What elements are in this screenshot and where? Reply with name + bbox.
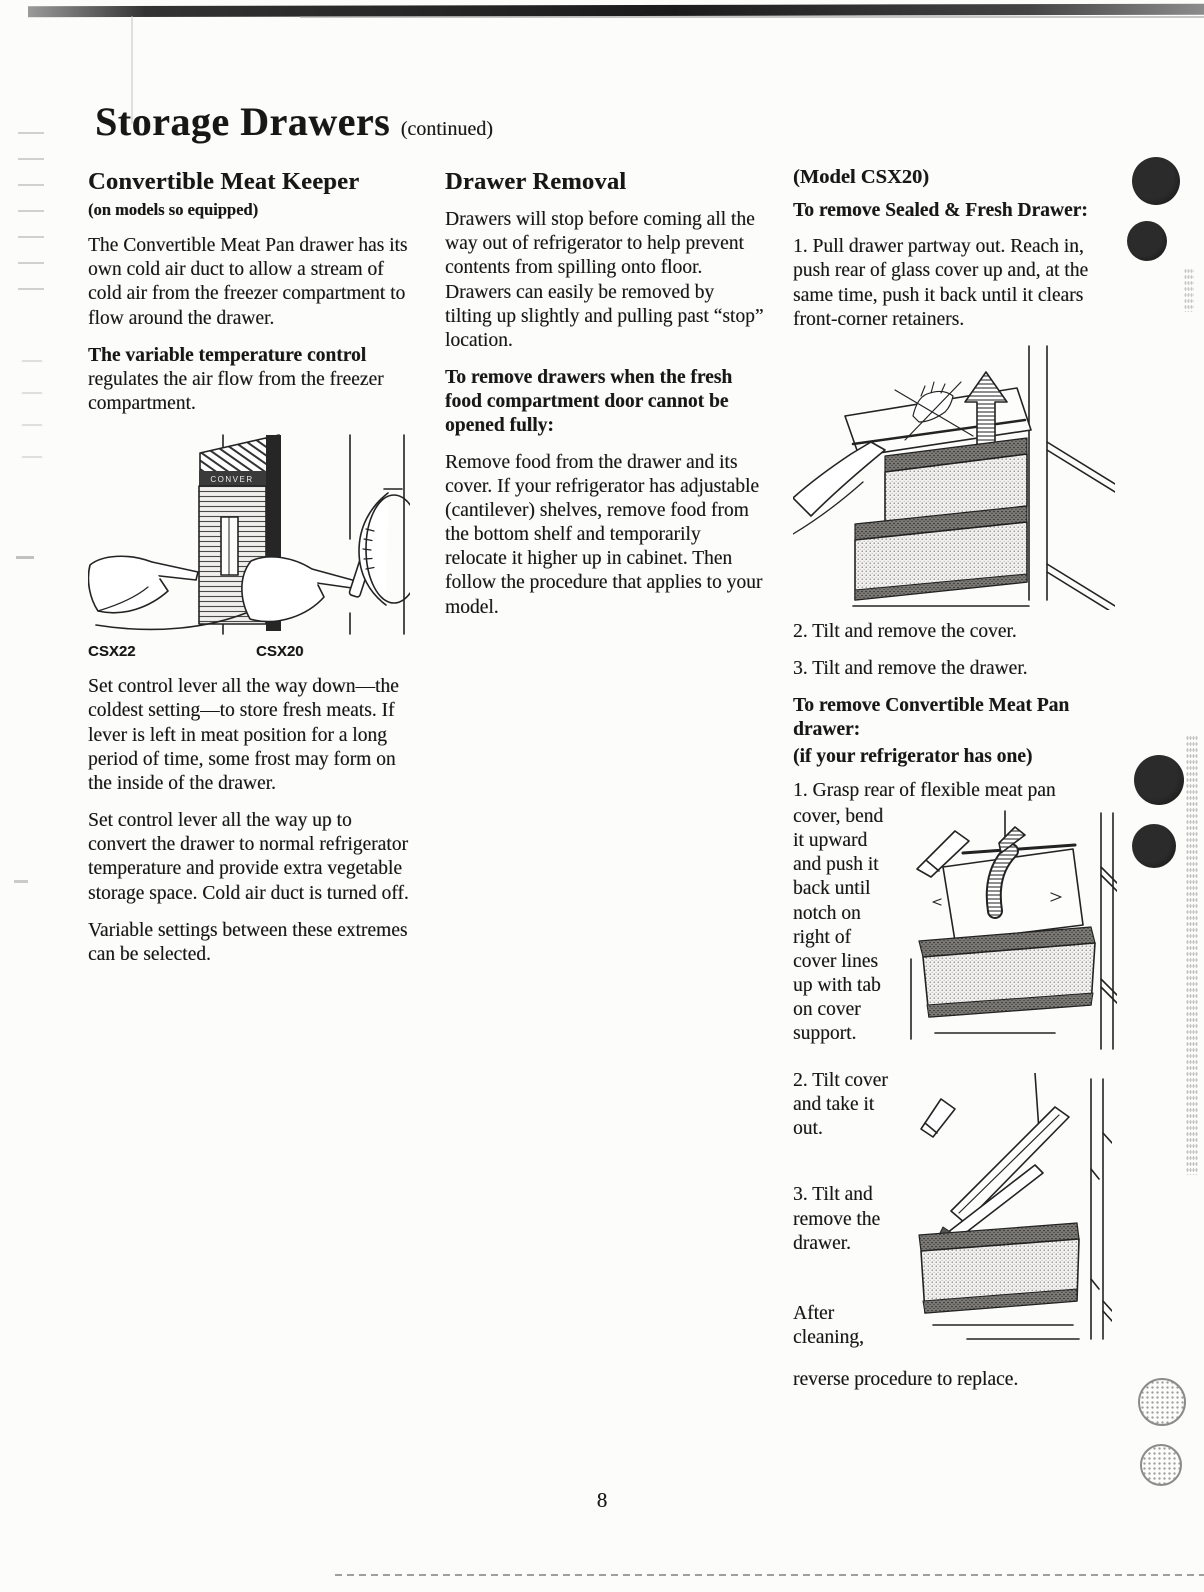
paragraph: Variable settings between these extremes can be selected. — [88, 919, 408, 965]
model-label-csx20: CSX20 — [256, 643, 304, 661]
paragraph: Remove food from the drawer and its cover. If your refrigerator has adjustable (cantilever) shelves, remove food from the bottom shelf and temporarily relocate it higher up in cabinet. Then follow the procedure that applies to your model. — [445, 451, 763, 618]
page-number: 8 — [596, 1488, 608, 1512]
scan-edge-band-2 — [300, 16, 1204, 18]
registration-dot — [1132, 824, 1176, 868]
registration-dot-light — [1138, 1378, 1186, 1426]
column-model-csx20 — [793, 166, 1123, 1405]
scan-noise-left-2 — [22, 330, 42, 460]
page-title-suffix: (continued) — [400, 118, 493, 140]
registration-dot — [1134, 755, 1184, 805]
after-cleaning-line-2: reverse procedure to replace. — [793, 1369, 1019, 1391]
step: 2. Tilt and remove the cover. — [793, 620, 1017, 642]
step: 1. Pull drawer partway out. Reach in, push rear of glass cover up and, at the same time, push it back until it clears front-corner retainers. — [793, 236, 1089, 330]
paragraph-rest: regulates the air flow from the freezer compartment. — [88, 368, 384, 415]
page-title-text: Storage Drawers — [95, 99, 391, 144]
bold-lead: The variable temperature control — [88, 344, 367, 366]
sealed-fresh-drawer-drawing — [793, 338, 1115, 610]
figure-meat-keeper-controls — [88, 429, 412, 641]
section-heading: Drawer Removal — [445, 168, 627, 195]
tilt-cover-drawing — [907, 1073, 1112, 1345]
model-label-csx22: CSX22 — [88, 643, 136, 661]
meat-pan-step1-row — [793, 805, 1123, 1055]
control-label: CONVER — [210, 475, 254, 485]
registration-dot — [1132, 157, 1180, 205]
meat-keeper-controls-drawing — [88, 429, 410, 641]
scan-noise-left — [18, 108, 44, 308]
step-wrap-text-col — [793, 1069, 897, 1364]
figure-sealed-fresh-drawer — [793, 338, 1123, 610]
scan-dash — [14, 880, 28, 883]
scan-noise-right — [1186, 735, 1198, 1175]
meat-pan-cover-drawing — [905, 809, 1117, 1055]
step: 3. Tilt and remove the drawer. — [793, 1184, 881, 1254]
step-wrap-text: cover, bend it upward and push it back until notch on right of cover lines up with tab on cover support. — [793, 805, 884, 1045]
section-heading: Convertible Meat Keeper — [88, 168, 360, 195]
bold-subheading-note: (if your refrigerator has one) — [793, 745, 1033, 767]
meat-pan-step2-row — [793, 1069, 1123, 1364]
step: 2. Tilt cover and take it out. — [793, 1069, 888, 1140]
figure-tilt-cover — [907, 1073, 1112, 1345]
paragraph: Set control lever all the way up to convert the drawer to normal refrigerator temperature and provide extra vegetable storage space. Cold air duct is turned off. — [88, 810, 409, 904]
scan-bottom-edge — [335, 1574, 1204, 1576]
model-line: (Model CSX20) — [793, 166, 930, 188]
spacer — [793, 1155, 897, 1183]
page-title — [95, 98, 493, 145]
figure-labels — [88, 643, 412, 665]
scan-noise-right-2 — [1184, 268, 1194, 312]
paragraph: The Convertible Meat Pan drawer has its own cold air duct to allow a stream of cold air from the freezer compartment to flow around the drawer. — [88, 235, 408, 329]
bold-subheading: To remove Sealed & Fresh Drawer: — [793, 200, 1088, 221]
scan-dash — [16, 556, 34, 559]
paragraph: Set control lever all the way down—the coldest setting—to store fresh meats. If lever is left in meat position for a long period of time, some frost may form on the inside of the drawer. — [88, 676, 399, 794]
bold-subheading: To remove drawers when the fresh food compartment door cannot be opened fully: — [445, 367, 733, 437]
registration-dot-light — [1140, 1444, 1182, 1486]
after-cleaning-line: After cleaning, — [793, 1302, 864, 1349]
step: 3. Tilt and remove the drawer. — [793, 658, 1028, 680]
column-convertible-meat-keeper — [88, 168, 412, 980]
step-lead: 1. Grasp rear of flexible meat pan — [793, 779, 1056, 801]
column-drawer-removal — [445, 168, 765, 633]
section-subheading: (on models so equipped) — [88, 200, 259, 219]
figure-meat-pan-cover — [905, 809, 1117, 1055]
registration-dot — [1127, 221, 1167, 261]
spacer — [793, 1270, 897, 1302]
paragraph — [88, 344, 412, 417]
bold-subheading: To remove Convertible Meat Pan drawer: — [793, 695, 1070, 741]
paragraph: Drawers will stop before coming all the way out of refrigerator to help prevent contents from spilling onto floor. Drawers can easily be removed by tilting up slightly and pulling past “stop” location. — [445, 209, 764, 351]
